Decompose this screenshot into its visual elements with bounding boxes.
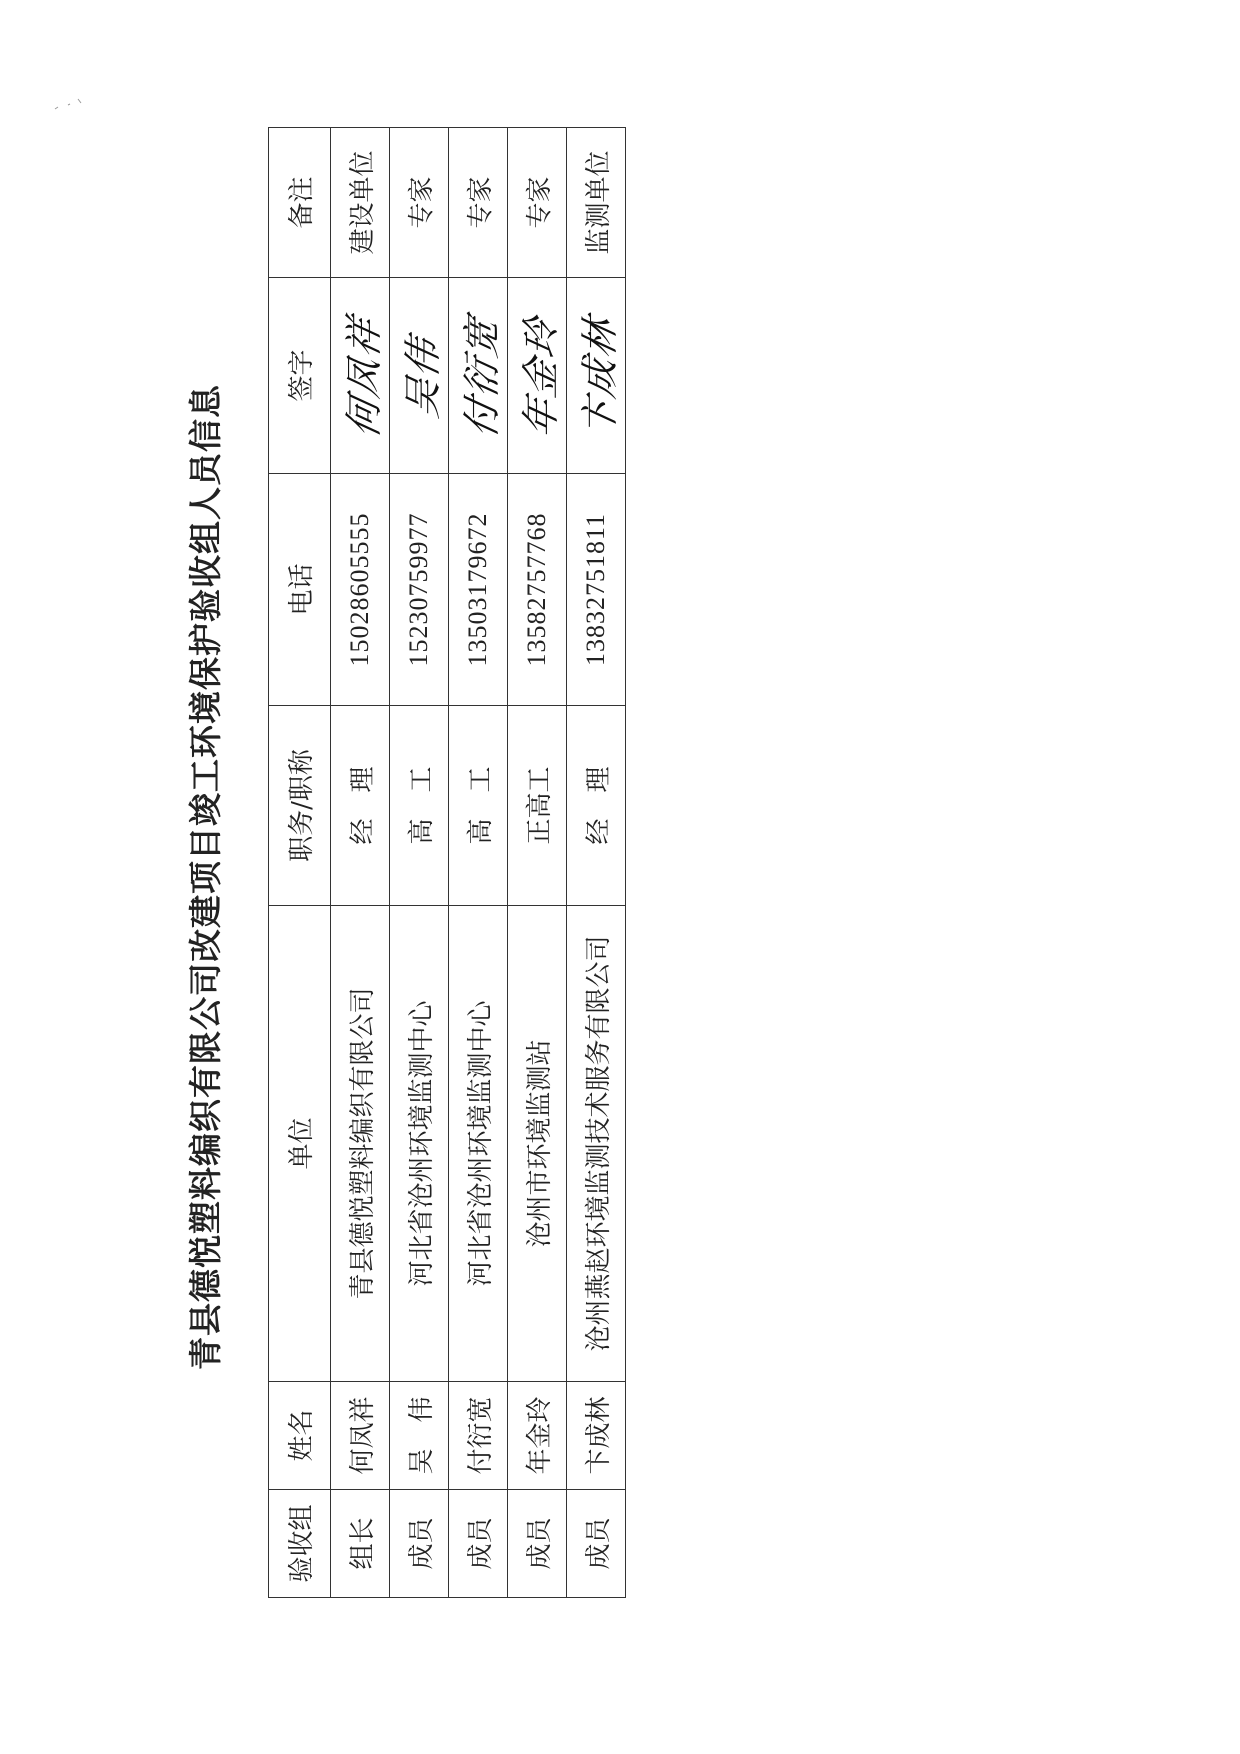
handwritten-signature: 何凤祥 [341,311,386,441]
cell-role: 成员 [390,1490,449,1598]
cell-name: 付衍宽 [449,1382,508,1490]
header-name: 姓名 [269,1382,331,1490]
cell-phone: 15028605555 [331,474,390,706]
cell-unit: 青县德悦塑料编织有限公司 [331,906,390,1382]
cell-title: 高 工 [449,706,508,906]
cell-name: 卞成林 [567,1382,626,1490]
cell-name: 何凤祥 [331,1382,390,1490]
header-title: 职务/职称 [269,706,331,906]
table-row [390,128,449,1598]
table-row [508,128,567,1598]
handwritten-signature: 年金玲 [518,311,563,441]
cell-remark: 建设单位 [331,128,390,278]
cell-phone: 15230759977 [390,474,449,706]
cell-role: 成员 [567,1490,626,1598]
header-unit: 单位 [269,906,331,1382]
cell-remark: 专家 [449,128,508,278]
cell-signature [508,278,567,474]
header-signature: 签字 [269,278,331,474]
cell-remark: 监测单位 [567,128,626,278]
cell-unit: 沧州燕赵环境监测技术服务有限公司 [567,906,626,1382]
cell-role: 成员 [449,1490,508,1598]
cell-unit: 沧州市环境监测站 [508,906,567,1382]
cell-signature [390,278,449,474]
cell-signature [449,278,508,474]
table-row [567,128,626,1598]
cell-unit: 河北省沧州环境监测中心 [449,906,508,1382]
table-header-row [269,128,331,1598]
cell-title: 经 理 [331,706,390,906]
cell-title: 正高工 [508,706,567,906]
cell-title: 经 理 [567,706,626,906]
handwritten-signature: 吴伟 [400,331,445,421]
scan-speck-mark [50,95,90,115]
cell-phone: 13503179672 [449,474,508,706]
cell-name: 吴 伟 [390,1382,449,1490]
cell-phone: 13832751811 [567,474,626,706]
header-phone: 电话 [269,474,331,706]
document-title: 青县德悦塑料编织有限公司改建项目竣工环境保护验收组人员信息 [186,384,225,1370]
header-remark: 备注 [269,128,331,278]
cell-signature [331,278,390,474]
cell-role: 组长 [331,1490,390,1598]
table-row [331,128,390,1598]
cell-title: 高 工 [390,706,449,906]
cell-unit: 河北省沧州环境监测中心 [390,906,449,1382]
cell-remark: 专家 [390,128,449,278]
cell-name: 年金玲 [508,1382,567,1490]
handwritten-signature: 付衍宽 [459,311,504,441]
header-role: 验收组 [269,1490,331,1598]
cell-role: 成员 [508,1490,567,1598]
handwritten-signature: 卞成林 [577,311,622,441]
table-row [449,128,508,1598]
acceptance-team-table [268,127,626,1598]
cell-remark: 专家 [508,128,567,278]
cell-phone: 13582757768 [508,474,567,706]
cell-signature [567,278,626,474]
